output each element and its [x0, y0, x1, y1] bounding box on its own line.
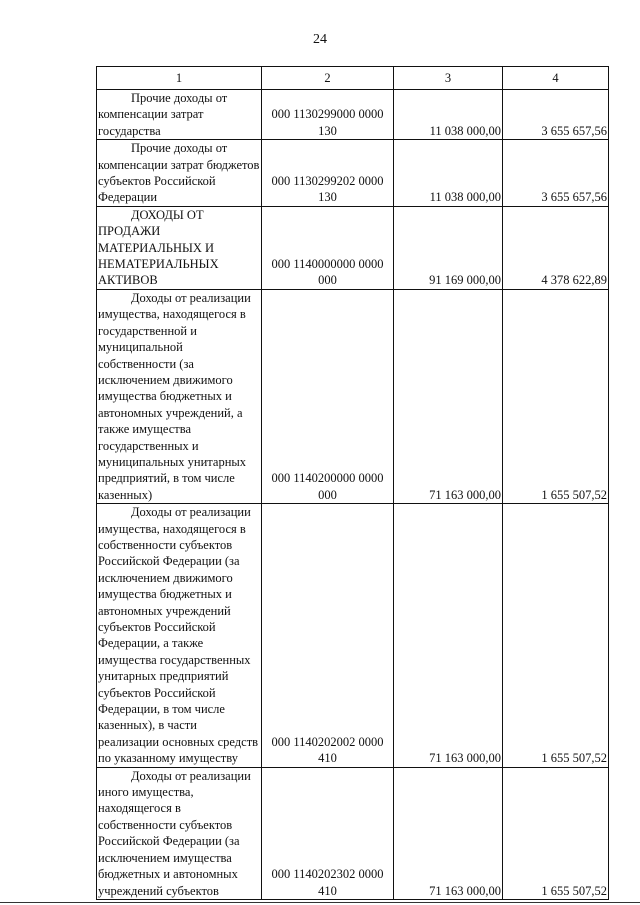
executed-amount: 1 655 507,52	[503, 767, 609, 899]
table-row	[97, 90, 609, 140]
planned-amount: 91 169 000,00	[394, 206, 503, 289]
planned-amount: 71 163 000,00	[394, 289, 503, 503]
income-name: Доходы от реализации имущества, находящегося в государственной и муниципальной собственности (за исключением движимого имущества бюджетных и автономных учреждений, а также имущества государственных и муниципальных унитарных предприятий, в том числе казенных)	[97, 289, 262, 503]
budget-code: 000 1130299202 0000 130	[262, 140, 394, 207]
column-header: 4	[503, 67, 609, 90]
planned-amount: 71 163 000,00	[394, 504, 503, 768]
executed-amount: 3 655 657,56	[503, 90, 609, 140]
income-name: Прочие доходы от компенсации затрат бюджетов субъектов Российской Федерации	[97, 140, 262, 207]
budget-code: 000 1140202302 0000 410	[262, 767, 394, 899]
budget-code: 000 1140000000 0000 000	[262, 206, 394, 289]
table-row	[97, 767, 609, 899]
executed-amount: 1 655 507,52	[503, 289, 609, 503]
page-bottom-edge	[0, 902, 640, 903]
executed-amount: 1 655 507,52	[503, 504, 609, 768]
income-name: ДОХОДЫ ОТ ПРОДАЖИ МАТЕРИАЛЬНЫХ И НЕМАТЕРИАЛЬНЫХ АКТИВОВ	[97, 206, 262, 289]
planned-amount: 11 038 000,00	[394, 140, 503, 207]
column-header: 3	[394, 67, 503, 90]
planned-amount: 11 038 000,00	[394, 90, 503, 140]
table-header-row	[97, 67, 609, 90]
income-name: Доходы от реализации иного имущества, находящегося в собственности субъектов Российской Федерации (за исключением имущества бюджетных и автономных учреждений субъектов	[97, 767, 262, 899]
executed-amount: 3 655 657,56	[503, 140, 609, 207]
planned-amount: 71 163 000,00	[394, 767, 503, 899]
page-number: 24	[313, 32, 327, 47]
income-name: Доходы от реализации имущества, находящегося в собственности субъектов Российской Федерации (за исключением движимого имущества бюджетных и автономных учреждений субъектов Российской Федерации, а также имущества государственных унитарных предприятий субъектов Российской Федерации, в том числе казенных), в части реализации основных средств по указанному имуществу	[97, 504, 262, 768]
revenue-table	[96, 66, 609, 900]
budget-code: 000 1140202002 0000 410	[262, 504, 394, 768]
executed-amount: 4 378 622,89	[503, 206, 609, 289]
table-row	[97, 504, 609, 768]
table-row	[97, 140, 609, 207]
budget-code: 000 1140200000 0000 000	[262, 289, 394, 503]
income-name: Прочие доходы от компенсации затрат государства	[97, 90, 262, 140]
budget-code: 000 1130299000 0000 130	[262, 90, 394, 140]
column-header: 2	[262, 67, 394, 90]
table-row	[97, 289, 609, 503]
table-row	[97, 206, 609, 289]
column-header: 1	[97, 67, 262, 90]
